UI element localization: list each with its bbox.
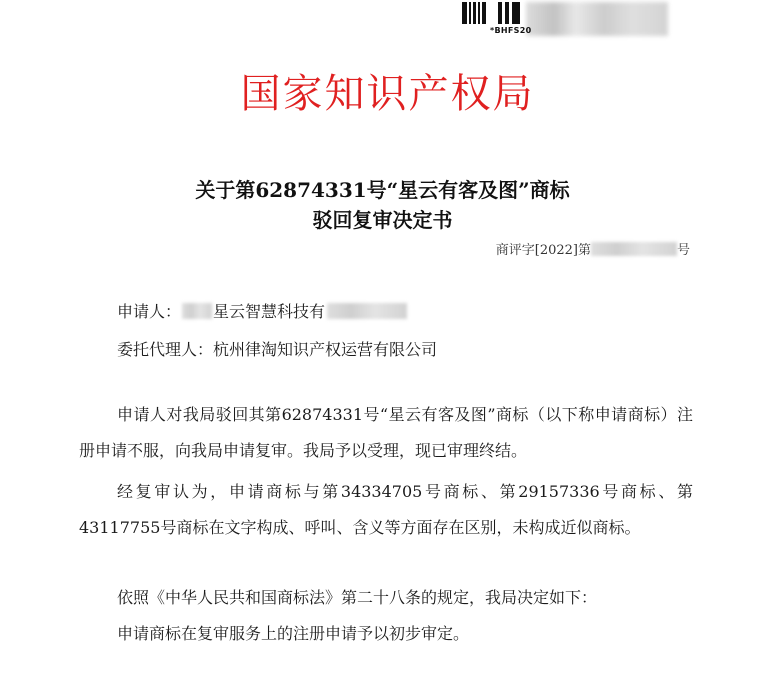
redacted-reference [591, 242, 677, 256]
redacted-applicant-start [182, 303, 212, 319]
agent-line: 委托代理人：杭州律淘知识产权运营有限公司 [117, 340, 438, 359]
barcode-bars [462, 2, 486, 24]
paragraph-basis [79, 580, 693, 616]
paragraph-3-text: 依照《中华人民共和国商标法》第二十八条的规定，我局决定如下： [117, 588, 598, 607]
document-title-line1: 关于第62874331号“星云有客及图”商标 [195, 178, 570, 202]
office-title: 国家知识产权局 [240, 71, 535, 117]
reference-suffix: 号 [676, 243, 690, 258]
paragraph-review [79, 474, 693, 546]
applicant-label: 申请人： [117, 302, 182, 321]
reference-prefix: 商评字[2022]第 [495, 243, 591, 258]
reference-number [496, 239, 690, 258]
paragraph-request [79, 397, 693, 469]
paragraph-4-text: 申请商标在复审服务上的注册申请予以初步审定。 [117, 624, 470, 643]
paragraph-1-text: 申请人对我局驳回其第62874331号“星云有客及图”商标（以下称申请商标）注册申请不服，向我局申请复审。我局予以受理，现已审理终结。 [79, 405, 693, 460]
document-title-line2: 驳回复审决定书 [312, 208, 453, 232]
qr-code-icon [498, 2, 520, 24]
redacted-barcode [526, 2, 668, 36]
barcode-text: *BHFS20 [490, 26, 532, 35]
applicant-name-partial-2: 有 [309, 302, 326, 321]
paragraph-decision [79, 616, 693, 652]
paragraph-2-text: 经复审认为，申请商标与第34334705号商标、第29157336号商标、第43117755号商标在文字构成、呼叫、含义等方面存在区别，未构成近似商标。 [79, 482, 693, 537]
applicant-name-partial: 星云智慧科技 [213, 302, 310, 321]
redacted-applicant-end [327, 303, 407, 319]
applicant-line [117, 299, 407, 322]
barcode [462, 2, 668, 36]
